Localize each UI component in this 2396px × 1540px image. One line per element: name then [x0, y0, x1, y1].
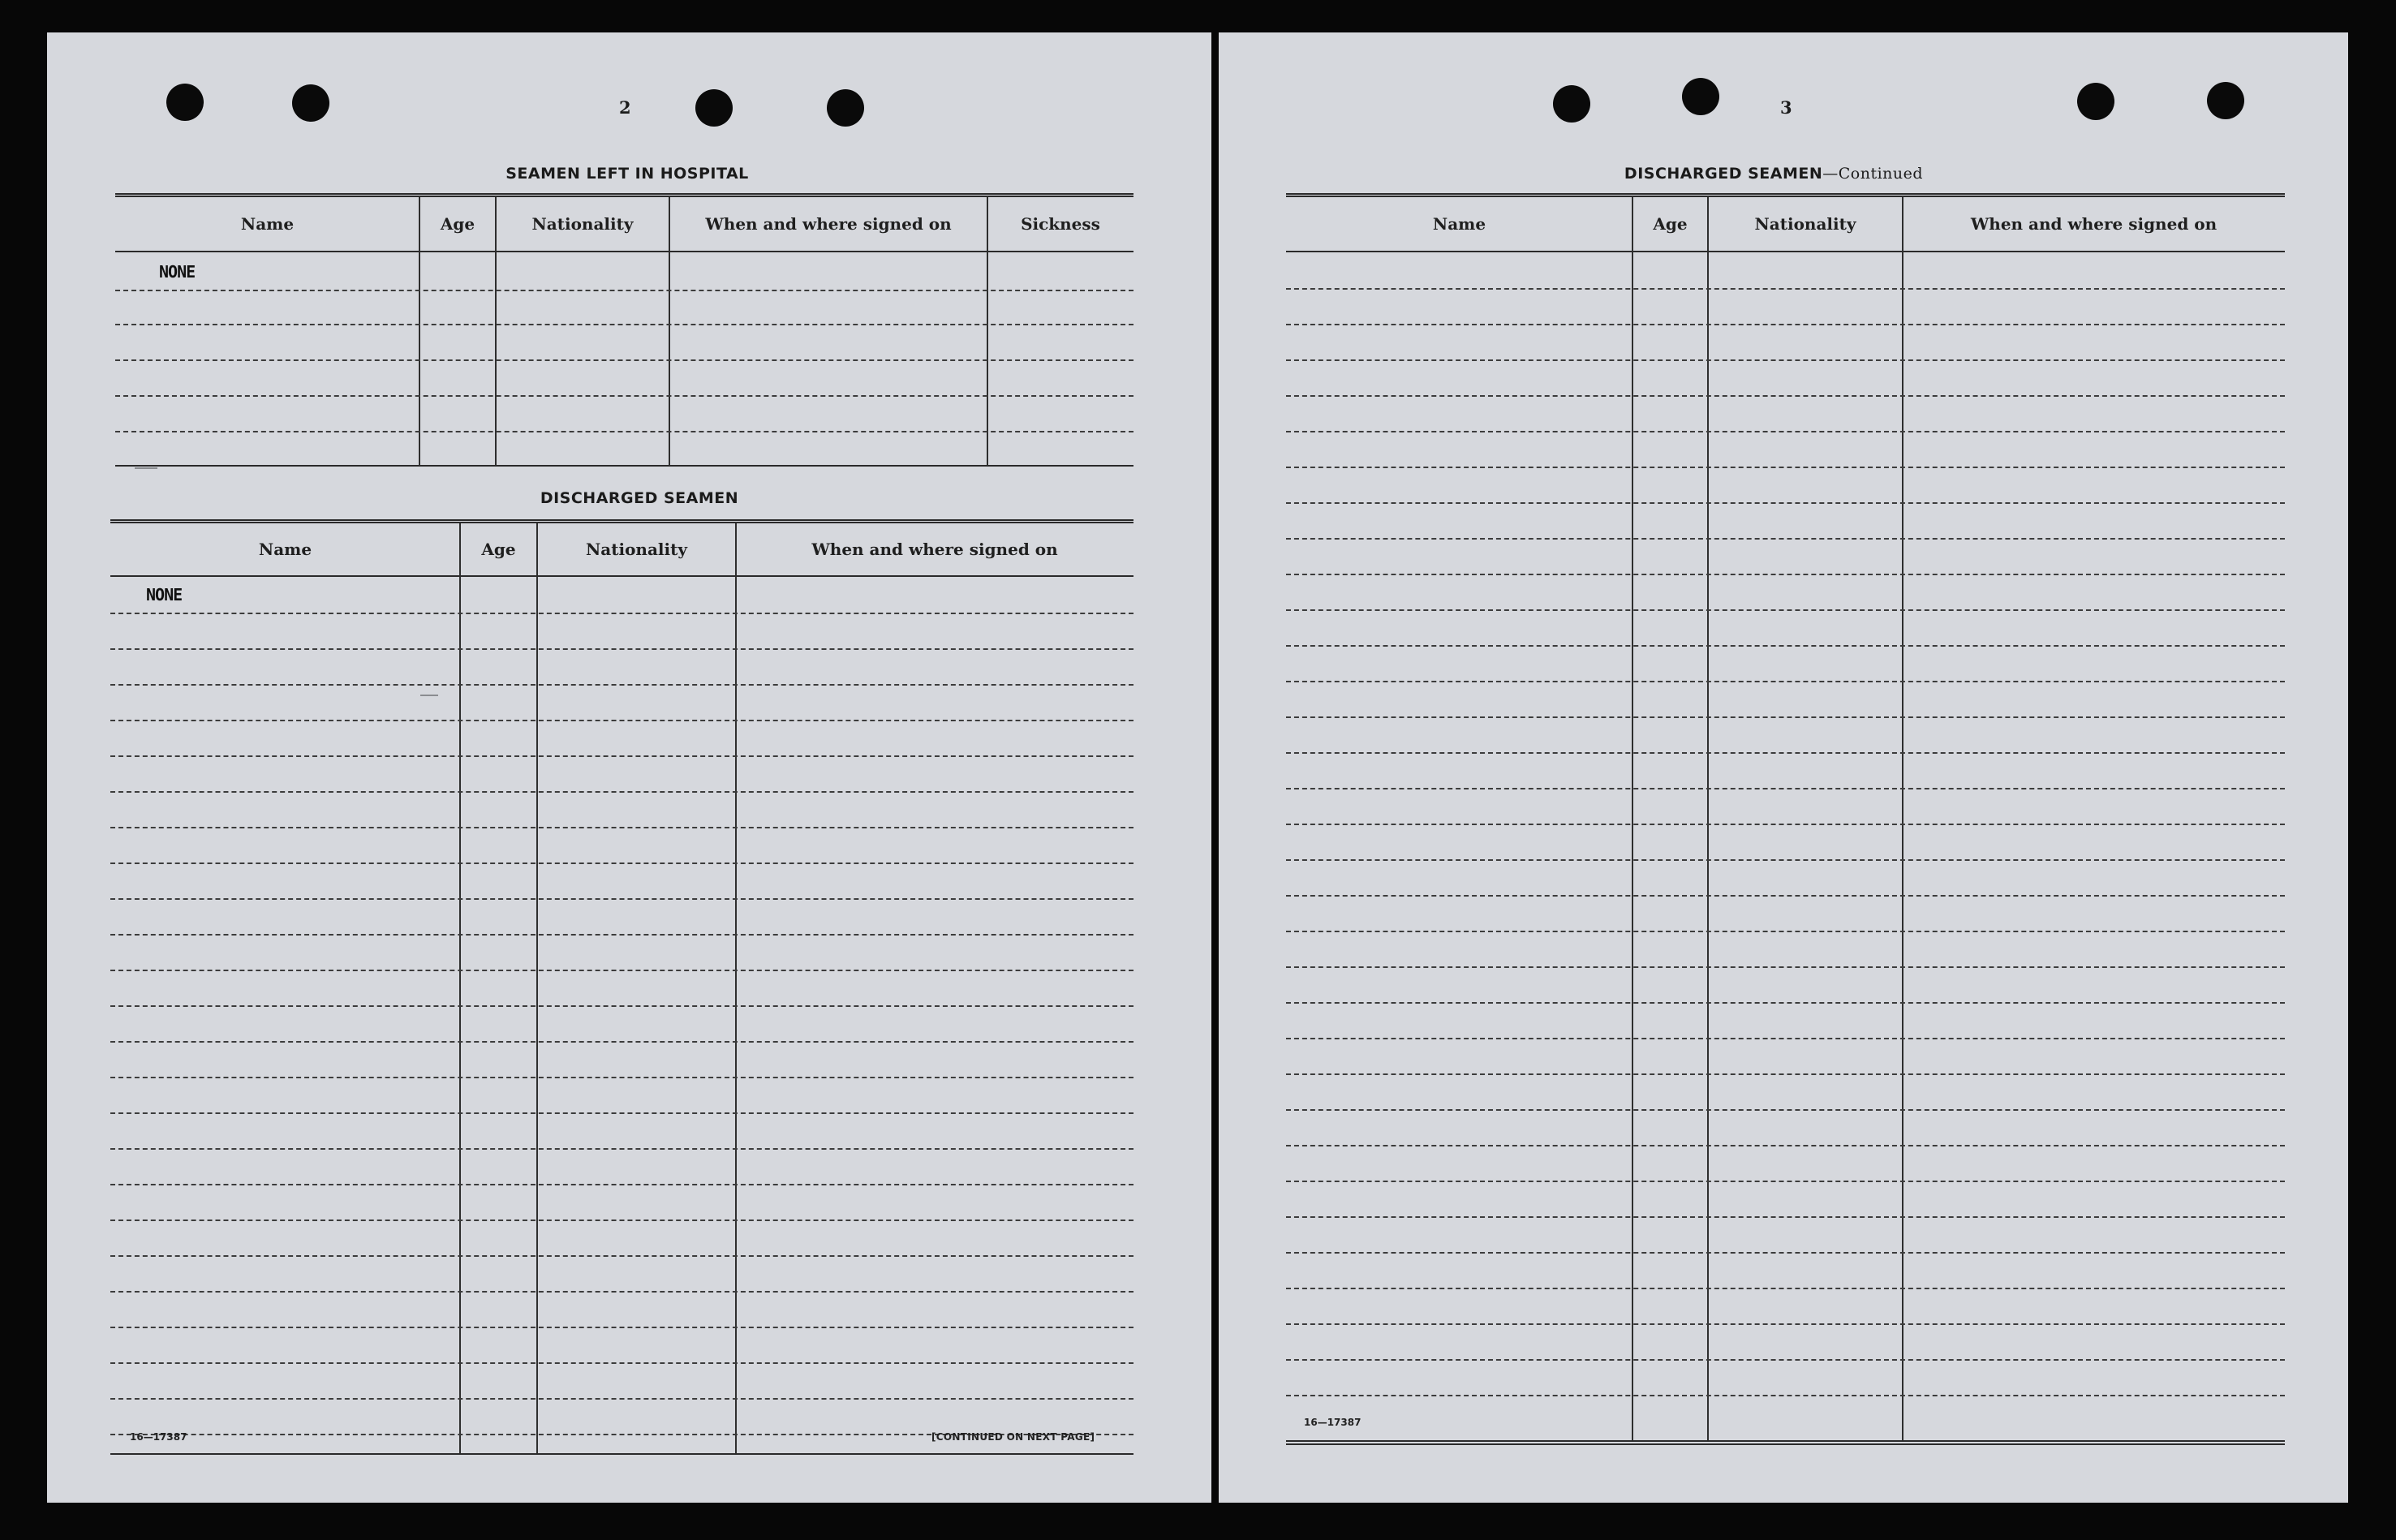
column-header-nationality: Nationality — [496, 197, 669, 252]
column-header-signed-on: When and where signed on — [669, 197, 987, 252]
form-code: 16—17387 — [1304, 1417, 1361, 1428]
page-number: 2 — [619, 97, 631, 118]
punch-hole — [166, 84, 204, 121]
punch-hole — [1553, 85, 1590, 123]
hospital-section-title: SEAMEN LEFT IN HOSPITAL — [505, 165, 749, 183]
hospital-name-entry: NONE — [159, 262, 196, 282]
punch-hole — [827, 89, 864, 127]
column-header-age: Age — [1632, 197, 1708, 252]
column-header-signed-on: When and where signed on — [736, 523, 1133, 577]
column-header-age: Age — [419, 197, 496, 252]
discharged-table — [110, 519, 1133, 1455]
punch-hole — [695, 89, 733, 127]
section-title-main: DISCHARGED SEAMEN — [1624, 165, 1823, 183]
column-header-sickness: Sickness — [987, 197, 1133, 252]
page-number: 3 — [1780, 97, 1792, 118]
discharged-continued-title — [1624, 165, 1923, 183]
column-header-signed-on: When and where signed on — [1903, 197, 2285, 252]
left-page — [47, 32, 1211, 1503]
form-code: 16—17387 — [130, 1431, 187, 1443]
hospital-table — [115, 193, 1133, 467]
right-page — [1219, 32, 2348, 1503]
column-header-nationality: Nationality — [537, 523, 736, 577]
column-header-name: Name — [115, 197, 419, 252]
column-header-name: Name — [1286, 197, 1632, 252]
column-header-age: Age — [460, 523, 537, 577]
discharged-section-title: DISCHARGED SEAMEN — [540, 489, 739, 507]
punch-hole — [2207, 82, 2244, 119]
continued-note: [CONTINUED ON NEXT PAGE] — [931, 1431, 1095, 1443]
discharged-continued-table — [1286, 193, 2285, 1440]
punch-hole — [1682, 78, 1719, 115]
discharged-name-entry: NONE — [146, 585, 183, 604]
column-header-nationality: Nationality — [1708, 197, 1903, 252]
section-title-suffix: —Continued — [1822, 165, 1924, 183]
punch-hole — [2077, 83, 2114, 120]
column-header-name: Name — [110, 523, 460, 577]
punch-hole — [292, 84, 329, 122]
